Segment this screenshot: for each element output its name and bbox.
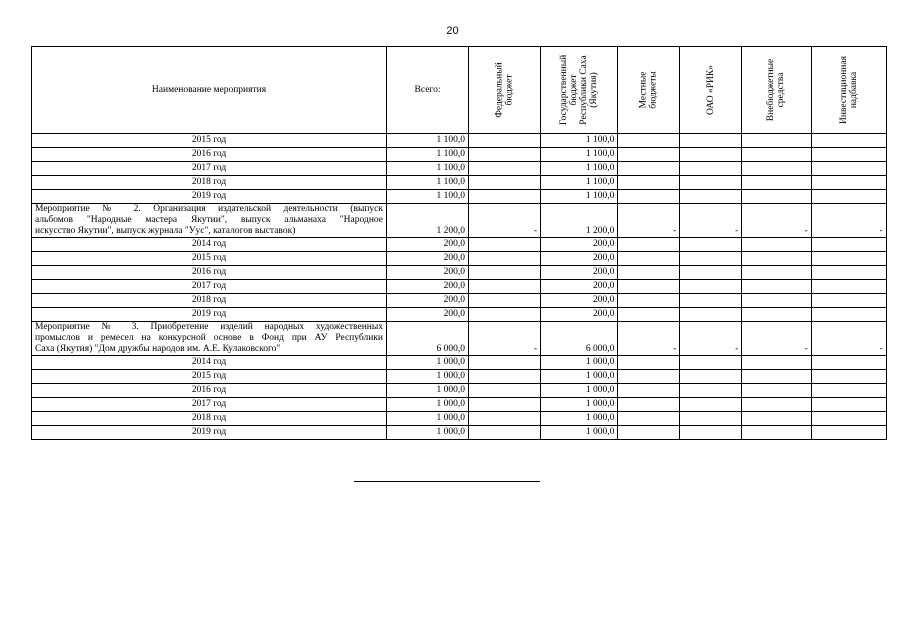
row-total: 1 100,0 xyxy=(387,176,469,190)
row-rik xyxy=(680,280,742,294)
row-local xyxy=(618,384,680,398)
row-federal xyxy=(469,370,541,384)
row-total: 1 100,0 xyxy=(387,162,469,176)
row-extrabudget xyxy=(742,190,811,204)
row-year-label: 2017 год xyxy=(32,162,387,176)
row-invest xyxy=(811,370,886,384)
row-state: 1 000,0 xyxy=(541,398,618,412)
row-rik xyxy=(680,426,742,440)
row-rik xyxy=(680,266,742,280)
row-state: 1 000,0 xyxy=(541,370,618,384)
row-rik xyxy=(680,398,742,412)
row-local xyxy=(618,356,680,370)
row-invest xyxy=(811,356,886,370)
row-year-label: 2018 год xyxy=(32,294,387,308)
row-total: 200,0 xyxy=(387,266,469,280)
event-description-line: Мероприятие № 2. Организация издательской деятельности (выпуск xyxy=(35,204,383,214)
row-extrabudget xyxy=(742,356,811,370)
row-total: 200,0 xyxy=(387,294,469,308)
row-local xyxy=(618,238,680,252)
row-state: 200,0 xyxy=(541,238,618,252)
row-rik xyxy=(680,176,742,190)
row-invest xyxy=(811,426,886,440)
event-invest: - xyxy=(811,322,886,356)
table-row-year xyxy=(32,412,887,426)
row-total: 1 000,0 xyxy=(387,356,469,370)
table-row-year xyxy=(32,308,887,322)
row-total: 200,0 xyxy=(387,280,469,294)
row-state: 200,0 xyxy=(541,308,618,322)
row-state: 1 100,0 xyxy=(541,134,618,148)
row-invest xyxy=(811,280,886,294)
row-year-label: 2015 год xyxy=(32,134,387,148)
row-rik xyxy=(680,370,742,384)
header-rik xyxy=(680,47,742,134)
event-description-line: альбомов "Народные мастера Якутии", выпуск альманаха "Народное xyxy=(35,215,383,225)
row-invest xyxy=(811,176,886,190)
row-year-label: 2014 год xyxy=(32,356,387,370)
header-state-line: Государственный xyxy=(559,54,570,126)
event-extrabudget: - xyxy=(742,322,811,356)
table-row-year xyxy=(32,426,887,440)
row-local xyxy=(618,308,680,322)
header-extrabudget xyxy=(742,47,811,134)
row-total: 1 100,0 xyxy=(387,134,469,148)
row-extrabudget xyxy=(742,426,811,440)
header-federal-line: бюджет xyxy=(504,74,515,106)
row-year-label: 2016 год xyxy=(32,148,387,162)
row-rik xyxy=(680,134,742,148)
header-invest xyxy=(811,47,886,134)
row-local xyxy=(618,252,680,266)
row-rik xyxy=(680,252,742,266)
header-invest-line: Инвестиционная xyxy=(838,56,849,124)
row-total: 1 000,0 xyxy=(387,426,469,440)
row-federal xyxy=(469,294,541,308)
table-row-year xyxy=(32,176,887,190)
row-federal xyxy=(469,398,541,412)
row-invest xyxy=(811,162,886,176)
event-federal: - xyxy=(469,322,541,356)
row-total: 1 100,0 xyxy=(387,190,469,204)
event-description xyxy=(32,204,387,238)
row-local xyxy=(618,176,680,190)
row-rik xyxy=(680,162,742,176)
row-federal xyxy=(469,162,541,176)
row-federal xyxy=(469,238,541,252)
row-invest xyxy=(811,308,886,322)
row-invest xyxy=(811,134,886,148)
event-state: 1 200,0 xyxy=(541,204,618,238)
table-row-event xyxy=(32,204,887,238)
row-rik xyxy=(680,384,742,398)
page-number: 20 xyxy=(446,25,459,37)
row-year-label: 2019 год xyxy=(32,190,387,204)
event-federal: - xyxy=(469,204,541,238)
event-description xyxy=(32,322,387,356)
row-local xyxy=(618,266,680,280)
event-description-line: промыслов и ремесел на конкурсной основе в Фонд при АУ Республики xyxy=(35,333,383,343)
row-federal xyxy=(469,190,541,204)
row-invest xyxy=(811,412,886,426)
budget-table xyxy=(31,46,887,440)
row-year-label: 2015 год xyxy=(32,252,387,266)
table-row-year xyxy=(32,252,887,266)
row-federal xyxy=(469,252,541,266)
header-state xyxy=(541,47,618,134)
row-local xyxy=(618,398,680,412)
row-year-label: 2017 год xyxy=(32,280,387,294)
event-description-line: Саха (Якутия) "Дом дружбы народов им. А.Е. Кулаковского" xyxy=(35,344,281,354)
row-state: 1 100,0 xyxy=(541,148,618,162)
table-row-year xyxy=(32,294,887,308)
row-local xyxy=(618,370,680,384)
row-local xyxy=(618,426,680,440)
row-extrabudget xyxy=(742,134,811,148)
header-federal-line: Федеральный xyxy=(494,62,505,118)
row-federal xyxy=(469,148,541,162)
row-local xyxy=(618,294,680,308)
event-rik: - xyxy=(680,204,742,238)
row-federal xyxy=(469,412,541,426)
header-extrabudget-line: Внебюджетные xyxy=(766,58,777,122)
event-total: 1 200,0 xyxy=(387,204,469,238)
row-invest xyxy=(811,398,886,412)
row-local xyxy=(618,412,680,426)
row-total: 200,0 xyxy=(387,308,469,322)
row-total: 200,0 xyxy=(387,238,469,252)
table-row-year xyxy=(32,266,887,280)
event-local: - xyxy=(618,204,680,238)
row-federal xyxy=(469,266,541,280)
row-state: 200,0 xyxy=(541,266,618,280)
header-federal xyxy=(469,47,541,134)
row-state: 1 000,0 xyxy=(541,356,618,370)
row-state: 1 000,0 xyxy=(541,426,618,440)
row-extrabudget xyxy=(742,238,811,252)
row-year-label: 2018 год xyxy=(32,176,387,190)
row-extrabudget xyxy=(742,384,811,398)
row-rik xyxy=(680,308,742,322)
row-extrabudget xyxy=(742,162,811,176)
row-year-label: 2019 год xyxy=(32,426,387,440)
row-extrabudget xyxy=(742,294,811,308)
row-rik xyxy=(680,190,742,204)
event-rik: - xyxy=(680,322,742,356)
header-name: Наименование мероприятия xyxy=(32,47,387,134)
row-state: 1 100,0 xyxy=(541,190,618,204)
event-description-line: Мероприятие № 3. Приобретение изделий народных художественных xyxy=(35,322,383,332)
row-state: 1 100,0 xyxy=(541,162,618,176)
row-year-label: 2016 год xyxy=(32,266,387,280)
table-row-year xyxy=(32,238,887,252)
table-row-year xyxy=(32,280,887,294)
header-local-line: бюджеты xyxy=(648,71,659,109)
row-invest xyxy=(811,252,886,266)
event-extrabudget: - xyxy=(742,204,811,238)
table-row-year xyxy=(32,134,887,148)
table-row-year xyxy=(32,148,887,162)
row-year-label: 2019 год xyxy=(32,308,387,322)
footnote-separator xyxy=(354,481,540,482)
table-row-year xyxy=(32,384,887,398)
row-year-label: 2018 год xyxy=(32,412,387,426)
row-local xyxy=(618,162,680,176)
row-invest xyxy=(811,294,886,308)
row-state: 1 000,0 xyxy=(541,412,618,426)
row-state: 1 100,0 xyxy=(541,176,618,190)
row-year-label: 2014 год xyxy=(32,238,387,252)
row-extrabudget xyxy=(742,148,811,162)
table-row-year xyxy=(32,190,887,204)
row-state: 200,0 xyxy=(541,294,618,308)
header-rik-line: ОАО «РИК» xyxy=(705,65,716,115)
row-total: 1 000,0 xyxy=(387,398,469,412)
row-year-label: 2015 год xyxy=(32,370,387,384)
row-federal xyxy=(469,384,541,398)
row-total: 1 000,0 xyxy=(387,412,469,426)
header-state-line: Республики Саха xyxy=(579,55,590,125)
header-extrabudget-line: средства xyxy=(776,72,787,108)
header-local xyxy=(618,47,680,134)
event-invest: - xyxy=(811,204,886,238)
event-description-line: искусство Якутии", выпуск журнала "Уус", каталогов выставок) xyxy=(35,226,296,236)
row-total: 200,0 xyxy=(387,252,469,266)
table-body xyxy=(32,134,887,440)
table-row-year xyxy=(32,398,887,412)
row-year-label: 2016 год xyxy=(32,384,387,398)
event-state: 6 000,0 xyxy=(541,322,618,356)
row-state: 200,0 xyxy=(541,252,618,266)
header-local-line: Местные xyxy=(638,71,649,109)
row-local xyxy=(618,190,680,204)
row-invest xyxy=(811,190,886,204)
row-invest xyxy=(811,148,886,162)
row-federal xyxy=(469,176,541,190)
row-extrabudget xyxy=(742,308,811,322)
row-rik xyxy=(680,238,742,252)
row-extrabudget xyxy=(742,176,811,190)
row-total: 1 000,0 xyxy=(387,384,469,398)
event-local: - xyxy=(618,322,680,356)
row-extrabudget xyxy=(742,398,811,412)
row-extrabudget xyxy=(742,252,811,266)
table-header-row xyxy=(32,47,887,134)
row-extrabudget xyxy=(742,280,811,294)
row-rik xyxy=(680,412,742,426)
row-rik xyxy=(680,148,742,162)
header-state-line: (Якутия) xyxy=(589,72,600,108)
row-rik xyxy=(680,356,742,370)
header-total: Всего: xyxy=(387,47,469,134)
table-row-event xyxy=(32,322,887,356)
table-row-year xyxy=(32,370,887,384)
event-total: 6 000,0 xyxy=(387,322,469,356)
row-invest xyxy=(811,266,886,280)
row-federal xyxy=(469,308,541,322)
row-local xyxy=(618,280,680,294)
row-state: 200,0 xyxy=(541,280,618,294)
table-row-year xyxy=(32,162,887,176)
row-invest xyxy=(811,238,886,252)
header-state-line: бюджет xyxy=(569,74,580,106)
header-invest-line: надбавка xyxy=(848,71,859,109)
row-state: 1 000,0 xyxy=(541,384,618,398)
row-total: 1 100,0 xyxy=(387,148,469,162)
row-federal xyxy=(469,134,541,148)
row-federal xyxy=(469,356,541,370)
row-federal xyxy=(469,426,541,440)
row-total: 1 000,0 xyxy=(387,370,469,384)
row-extrabudget xyxy=(742,266,811,280)
row-federal xyxy=(469,280,541,294)
table-row-year xyxy=(32,356,887,370)
row-local xyxy=(618,134,680,148)
row-year-label: 2017 год xyxy=(32,398,387,412)
row-invest xyxy=(811,384,886,398)
row-extrabudget xyxy=(742,412,811,426)
row-rik xyxy=(680,294,742,308)
row-extrabudget xyxy=(742,370,811,384)
row-local xyxy=(618,148,680,162)
